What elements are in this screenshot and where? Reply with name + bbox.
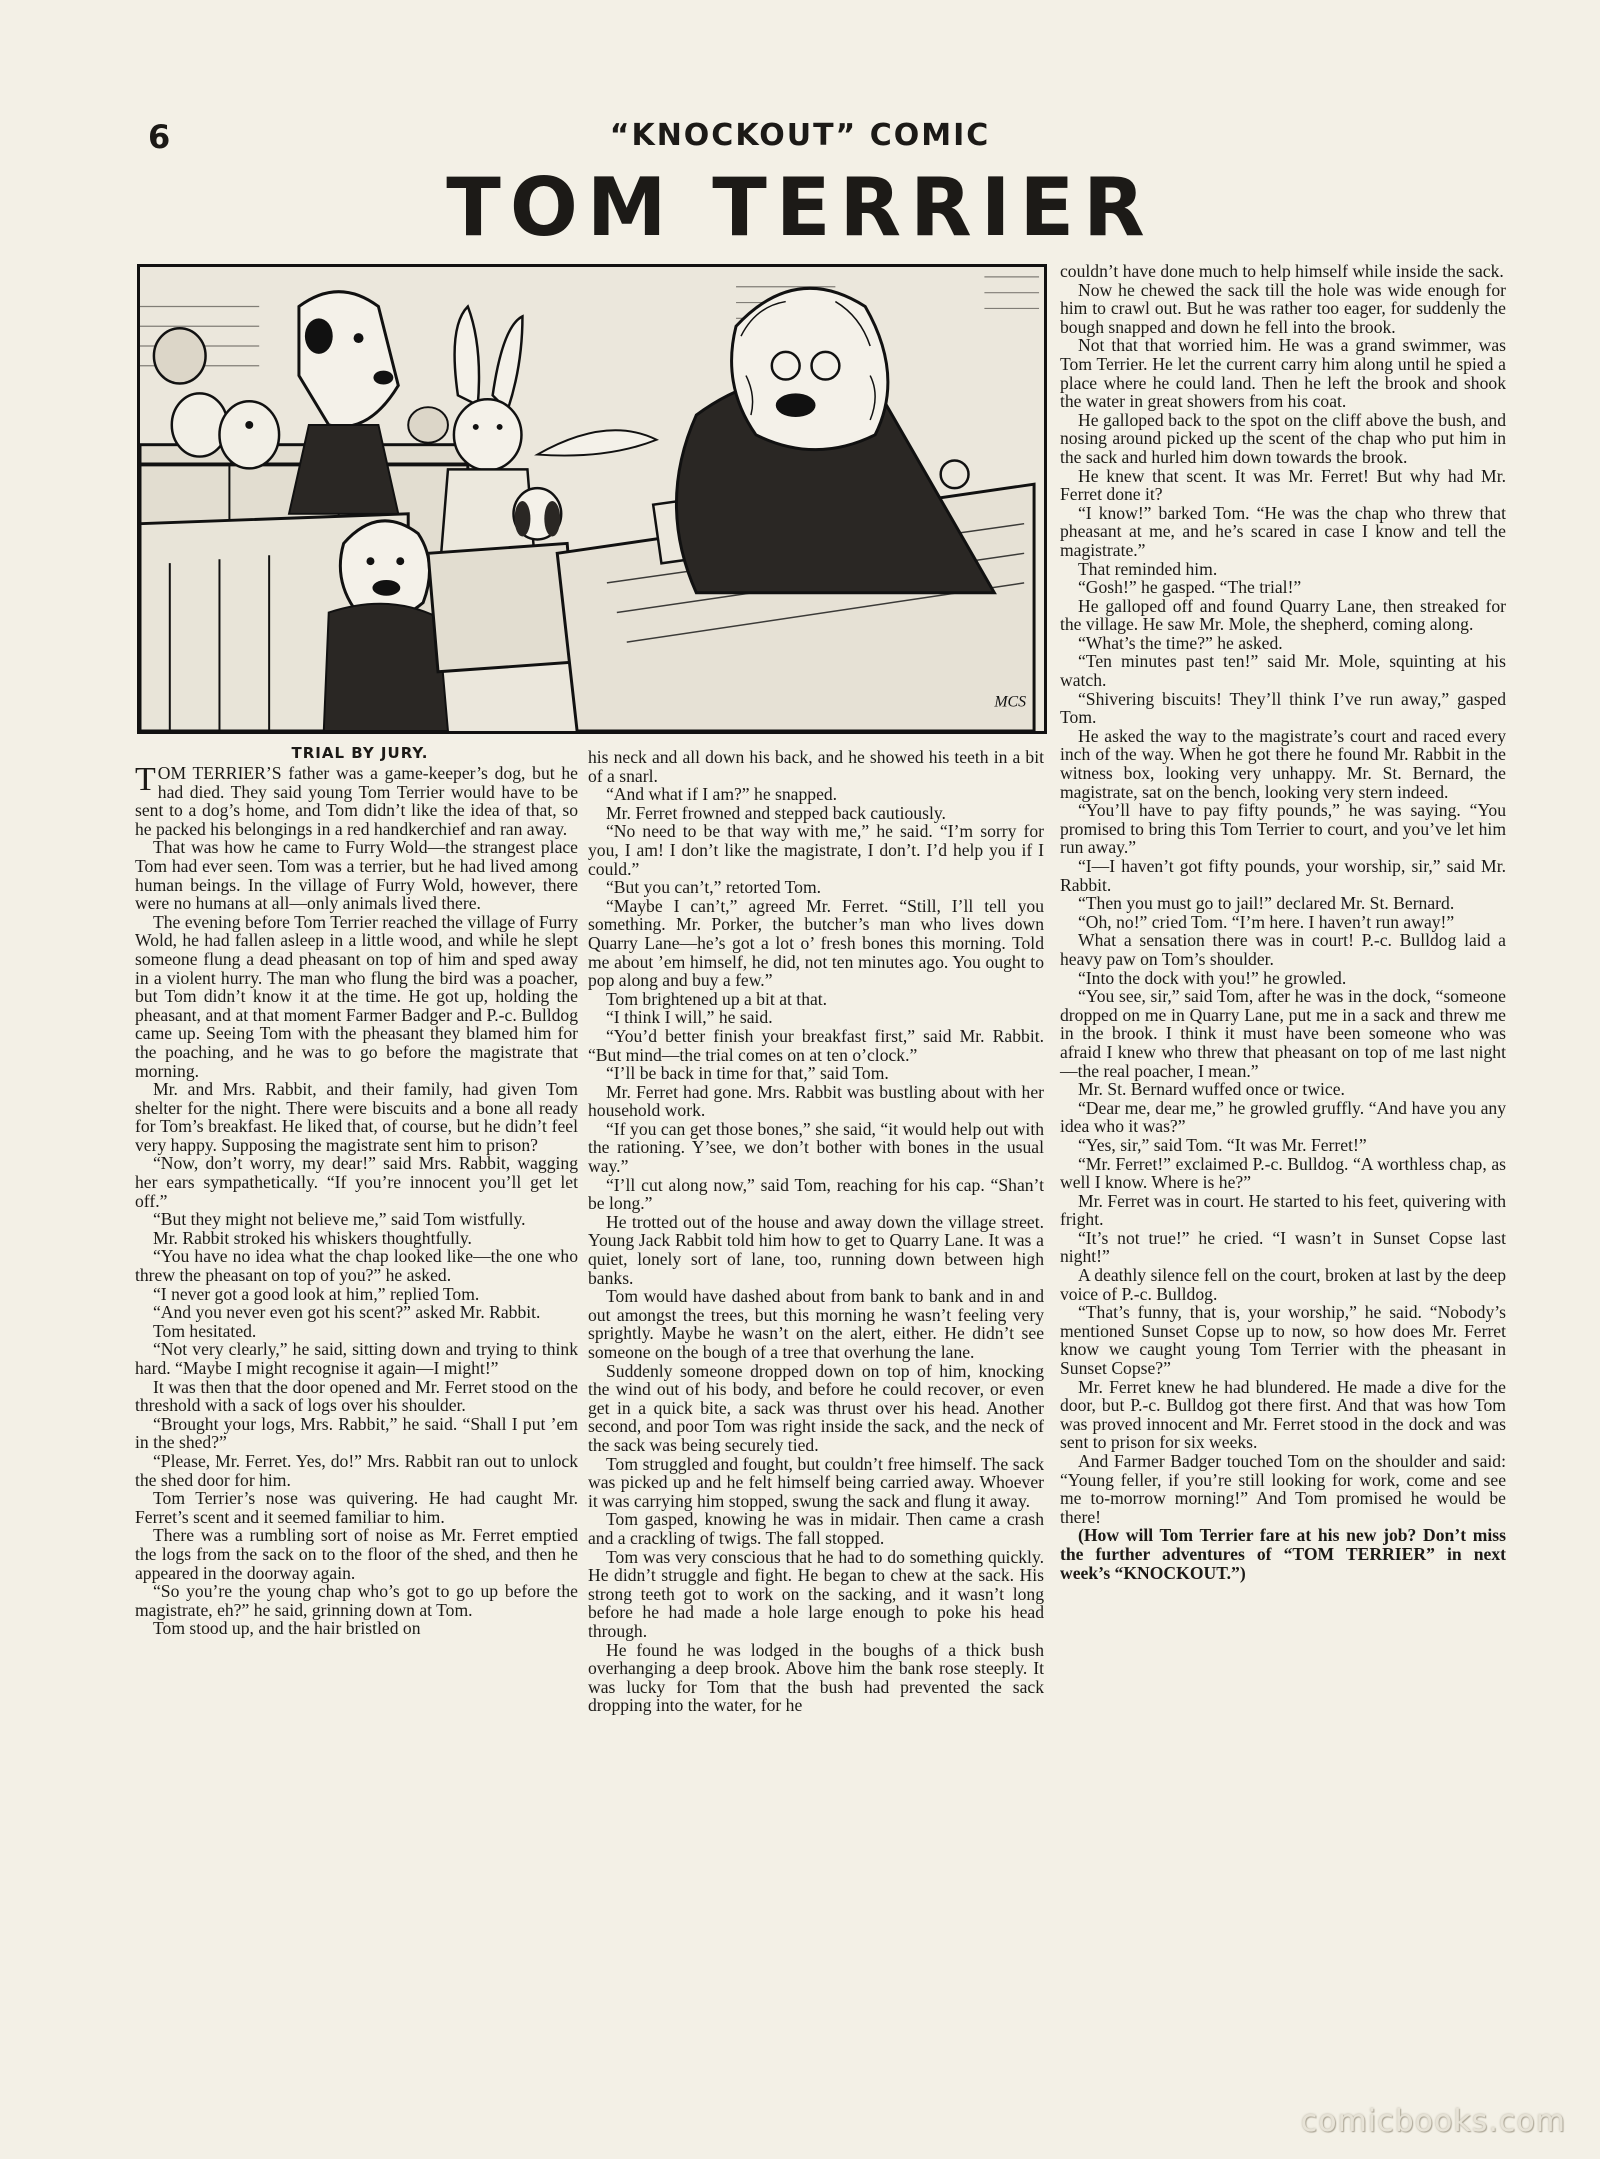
story-paragraph: “You’ll have to pay fifty pounds,” he was saying. “You promised to bring this Tom Terrier to court, and you’ve let him run away.” [1060,800,1506,858]
story-paragraph: Tom would have dashed about from bank to bank and in and out amongst the trees, but this morning he wasn’t feeling very sprightly. Maybe he wasn’t on the alert, either. He didn’t see someone on the bough of a tree that overhung the lane. [588,1286,1044,1362]
story-paragraph: TOM TERRIER’S father was a game-keeper’s dog, but he had died. They said young Tom Terrier would have to be sent to a dog’s home, and Tom didn’t like the idea of that, so he packed his belongings in a red handkerchief and ran away. [135,761,578,839]
story-paragraph: Mr. Ferret frowned and stepped back cautiously. [606,802,946,823]
story-paragraph: That was how he came to Furry Wold—the strangest place Tom had ever seen. Tom was a terrier, but he had lived among human beings. In the village of Furry Wold, however, there were no humans at all—only animals lived there. [135,837,578,914]
courtroom-drawing [140,267,1044,731]
story-paragraph: “And what if I am?” he snapped. [606,784,838,805]
drop-cap: T [135,761,156,798]
story-paragraph: “If you can get those bones,” she said, “it would help out with the rationing. Y’see, we don’t bother with bones in the usual way.” [588,1118,1044,1177]
story-paragraph: “But you can’t,” retorted Tom. [606,877,822,898]
story-paragraph: Tom brightened up a bit at that. [606,988,828,1009]
story-paragraph: He trotted out of the house and away down the village street. Young Jack Rabbit told him how to get to Quarry Lane. It was a quiet, lonely sort of lane, too, running down between high banks. [588,1211,1044,1288]
story-paragraph: Mr. Ferret knew he had blundered. He made a dive for the door, but P.-c. Bulldog got there first. And that was how Tom was proved innocent and Mr. Ferret stood in the dock and was sent to prison for six weeks. [1060,1376,1506,1453]
story-paragraph: “You see, sir,” said Tom, after he was in the dock, “someone dropped on me in Quarry Lane, put me in a sack and threw me in the brook. I think it must have been someone who was afraid I knew who threw that pheasant on top of me last night—the real poacher, I mean.” [1060,986,1506,1081]
story-paragraph: “You’d better finish your breakfast first,” said Mr. Rabbit. “But mind—the trial comes on at ten o’clock.” [588,1025,1044,1065]
story-paragraph: “I’ll cut along now,” said Tom, reaching for his cap. “Shan’t be long.” [588,1174,1044,1214]
story-paragraph: Mr. and Mrs. Rabbit, and their family, had given Tom shelter for the night. There were biscuits and a bone all ready for Tom’s breakfast. He liked that, of course, but he didn’t feel very happy. Supposing the magistrate sent him to prison? [135,1079,578,1155]
story-paragraph: That reminded him. [1078,558,1218,579]
story-paragraph: his neck and all down his back, and he showed his teeth in a bit of a snarl. [588,747,1044,786]
story-paragraph: And Farmer Badger touched Tom on the shoulder and said: “Young feller, if you’re still looking for work, come and see me to-morrow morning!” And Tom promised he would be there! [1060,1451,1506,1527]
story-paragraph: “I think I will,” he said. [606,1007,773,1028]
illustration-caption: TRIAL BY JURY. [291,744,429,762]
story-paragraph: “You have no idea what the chap looked like—the one who threw the pheasant on top of you?” he asked. [135,1246,578,1286]
story-paragraph: Tom hesitated. [153,1320,257,1341]
story-paragraph: “Shivering biscuits! They’ll think I’ve run away,” gasped Tom. [1060,688,1506,728]
page-number: 6 [148,118,171,156]
story-paragraph: “Yes, sir,” said Tom. “It was Mr. Ferret!” [1078,1134,1367,1155]
story-paragraph: “Maybe I can’t,” agreed Mr. Ferret. “Still, I’ll tell you something. Mr. Porker, the butcher’s man who lives down Quarry Lane—he’s got a lot o’ fresh bones this morning. Told me about ’em himself, he did, not ten minutes ago. You ought to pop along and buy a few.” [588,895,1044,991]
story-paragraph: What a sensation there was in court! P.-c. Bulldog laid a heavy paw on Tom’s shoulder. [1060,930,1506,969]
story-title: TOM TERRIER [446,161,1154,254]
story-paragraph: “Into the dock with you!” he growled. [1078,967,1347,988]
story-column-2 [588,748,1044,1715]
story-paragraph: He knew that scent. It was Mr. Ferret! But why had Mr. Ferret done it? [1060,465,1506,505]
story-paragraph: “What’s the time?” he asked. [1078,632,1283,653]
story-paragraph: “It’s not true!” he cried. “I wasn’t in Sunset Copse last night!” [1060,1227,1506,1267]
artist-signature: MCS [994,693,1027,711]
site-watermark: comicbooks.com [1300,2104,1566,2139]
story-paragraph: He galloped off and found Quarry Lane, then streaked for the village. He saw Mr. Mole, the shepherd, coming along. [1060,595,1506,635]
story-paragraph: Tom stood up, and the hair bristled on [153,1618,421,1639]
story-paragraph: A deathly silence fell on the court, broken at last by the deep voice of P.-c. Bulldog. [1060,1265,1506,1304]
story-paragraph: “Oh, no!” cried Tom. “I’m here. I haven’t run away!” [1078,911,1455,932]
story-paragraph: Mr. Rabbit stroked his whiskers thoughtfully. [153,1227,472,1248]
story-paragraph: Tom was very conscious that he had to do something quickly. He didn’t struggle and fight. He began to chew at the sack. His strong teeth got to work on the sacking, and it wasn’t long before he had made a hole large enough to poke his head through. [588,1546,1044,1641]
story-paragraph: “Mr. Ferret!” exclaimed P.-c. Bulldog. “A worthless chap, as well I know. Where is he?” [1060,1153,1506,1193]
publication-name: “KNOCKOUT” COMIC [609,118,991,153]
story-paragraph: “But they might not believe me,” said Tom wistfully. [153,1209,526,1230]
story-paragraph: Mr. St. Bernard wuffed once or twice. [1078,1079,1345,1100]
story-paragraph: Tom Terrier’s nose was quivering. He had caught Mr. Ferret’s scent and it seemed familiar to him. [135,1488,578,1527]
story-paragraph: Suddenly someone dropped down on top of him, knocking the wind out of his body, and before he could recover, or even get in a quick bite, a sack was thrust over his head. Another second, and poor Tom was right inside the sack, and the neck of the sack was being securely tied. [588,1360,1044,1455]
closing-note: (How will Tom Terrier fare at his new job? Don’t miss the further adventures of “TOM TERRIER” in next week’s “KNOCKOUT.”) [1060,1525,1506,1583]
story-paragraph: “That’s funny, that is, your worship,” he said. “Nobody’s mentioned Sunset Copse up to now, so how does Mr. Ferret know we caught young Tom Terrier with the pheasant in Sunset Copse?” [1060,1302,1506,1379]
story-paragraph: He asked the way to the magistrate’s court and raced every inch of the way. When he got there he found Mr. Rabbit in the witness box, looking very unhappy. Mr. St. Bernard, the magistrate, sat on the bench, looking very stern indeed. [1060,725,1506,802]
story-paragraph: “Gosh!” he gasped. “The trial!” [1078,577,1302,598]
story-paragraph: Tom gasped, knowing he was in midair. Then came a crash and a crackling of twigs. The fall stopped. [588,1509,1044,1548]
story-paragraph: Tom struggled and fought, but couldn’t free himself. The sack was picked up and he felt himself being carried away. Whoever it was carrying him stopped, swung the sack and flung it away. [588,1453,1044,1511]
story-paragraph: “I never got a good look at him,” replied Tom. [153,1283,480,1304]
story-paragraph: “Now, don’t worry, my dear!” said Mrs. Rabbit, wagging her ears sympathetically. “If you’re innocent you’ll get let off.” [135,1153,578,1211]
story-paragraph: “I’ll be back in time for that,” said Tom. [606,1063,889,1084]
story-paragraph: Mr. Ferret was in court. He started to his feet, quivering with fright. [1060,1190,1507,1230]
courtroom-illustration [137,264,1047,734]
story-paragraph: It was then that the door opened and Mr. Ferret stood on the threshold with a sack of logs over his shoulder. [135,1376,578,1416]
story-paragraph: There was a rumbling sort of noise as Mr. Ferret emptied the logs from the sack on to the floor of the shed, and then he appeared in the doorway again. [135,1525,578,1583]
story-paragraph: He galloped back to the spot on the cliff above the bush, and nosing around picked up the scent of the chap who put him in the sack and hurled him down towards the brook. [1060,409,1506,467]
story-paragraph: Mr. Ferret had gone. Mrs. Rabbit was bustling about with her household work. [588,1081,1044,1121]
story-paragraph: Now he chewed the sack till the hole was wide enough for him to crawl out. But he was rather too eager, for suddenly the bough snapped and down he fell into the brook. [1060,279,1506,337]
story-paragraph: “I—I haven’t got fifty pounds, your worship, sir,” said Mr. Rabbit. [1060,856,1506,895]
story-paragraph: “No need to be that way with me,” he said. “I’m sorry for you, I am! I don’t like the magistrate, I don’t. I’d help you if I could.” [588,821,1044,879]
story-paragraph: The evening before Tom Terrier reached the village of Furry Wold, he had fallen asleep in a little wood, and while he slept someone flung a dead pheasant on top of him and sped away in a violent hurry. The man who flung the bird was a poacher, but Tom didn’t know it at the time. He got up, holding the pheasant, and at that moment Farmer Badger and P.-c. Bulldog came up. Seeing Tom with the pheasant they blamed him for the poaching, and he was to go before the magistrate that morning. [135,911,578,1081]
story-paragraph: “Ten minutes past ten!” said Mr. Mole, squinting at his watch. [1060,651,1506,691]
story-paragraph: “So you’re the young chap who’s got to go up before the magistrate, eh?” he said, grinning down at Tom. [135,1581,578,1620]
story-paragraph: “Brought your logs, Mrs. Rabbit,” he said. “Shall I put ’em in the shed?” [135,1413,578,1453]
story-paragraph: “I know!” barked Tom. “He was the chap who threw that pheasant at me, and he’s scared in case I know and tell the magistrate.” [1060,502,1506,560]
story-paragraph: “Then you must go to jail!” declared Mr. St. Bernard. [1078,893,1455,914]
story-paragraph: “Please, Mr. Ferret. Yes, do!” Mrs. Rabbit ran out to unlock the shed door for him. [135,1450,578,1490]
story-paragraph: “Dear me, dear me,” he growled gruffly. “And have you any idea who it was?” [1060,1097,1506,1137]
story-paragraph: He found he was lodged in the boughs of a thick bush overhanging a deep brook. Above him the bank rose steeply. It was lucky for Tom that the bush had prevented the sack dropping into the water, for he [588,1639,1044,1716]
story-paragraph: Not that that worried him. He was a grand swimmer, was Tom Terrier. He let the current carry him along until he spied a place where he could land. Then he left the brook and shook the water in great showers from his coat. [1060,335,1506,412]
story-column-1 [135,761,578,1639]
story-column-3 [1060,262,1506,1582]
story-paragraph: “Not very clearly,” he said, sitting down and trying to think hard. “Maybe I might recognise it again—I might!” [135,1339,578,1378]
story-paragraph: couldn’t have done much to help himself while inside the sack. [1060,261,1504,281]
story-paragraph: “And you never even got his scent?” asked Mr. Rabbit. [153,1302,541,1323]
